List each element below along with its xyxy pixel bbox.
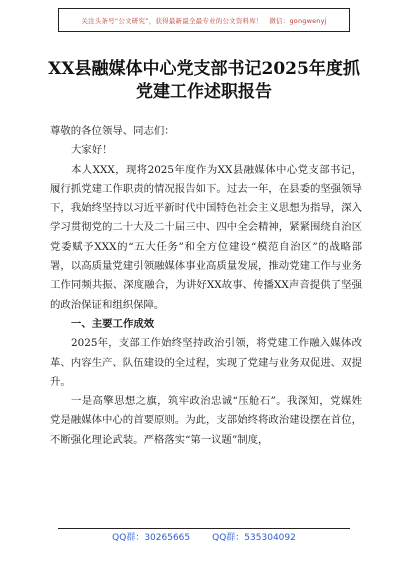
salutation: 尊敬的各位领导、同志们： — [50, 125, 175, 137]
section-heading: 一、主要工作成效 — [71, 317, 155, 330]
greeting: 大家好！ — [71, 144, 113, 157]
section-paragraph: 2025年，支部工作始终坚持政治引领，将党建工作融入媒体改革、内容生产、队伍建设的全过程，实现了党建与业务双促进、双提升。 — [50, 337, 362, 388]
footer-divider — [58, 528, 350, 529]
document-body — [50, 122, 362, 450]
intro-paragraph: 本人XXX，现将2025年度作为XX县融媒体中心党支部书记，履行抓党建工作职责的情况报告如下。过去一年，在县委的坚强领导下，我始终坚持以习近平新时代中国特色社会主义思想为指导，深入学习贯彻党的二十大及二十届三中、四中全会精神，紧紧围绕自治区党委赋予XXX的“五大任务”和全方位建设“模范自治区”的战略部署，以高质量党建引领融媒体事业高质量发展，推动党建工作与业务工作同频共振、深度融合，为讲好XX故事、传播XX声音提供了坚强的政治保证和组织保障。 — [50, 163, 362, 311]
header-banner-text: 关注头条号“公文研究”，获得最新最全最专业的公文资料库！ 微信：gongwenyj — [81, 16, 327, 25]
document-title: XX县融媒体中心党支部书记2025年度抓党建工作述职报告 — [48, 59, 360, 102]
footer-qq-group-2: QQ群：535304092 — [212, 533, 296, 543]
header-banner — [58, 8, 350, 32]
section-paragraph: 一是高擎思想之旗，筑牢政治忠诚“压舱石”。我深知，党媒姓党是融媒体中心的首要原则。为此，支部始终将政治建设摆在首位，不断强化理论武装。严格落实“第一议题”制度， — [50, 395, 362, 446]
footer-qq-group-1: QQ群：30265665 — [112, 533, 191, 543]
footer — [0, 530, 408, 550]
